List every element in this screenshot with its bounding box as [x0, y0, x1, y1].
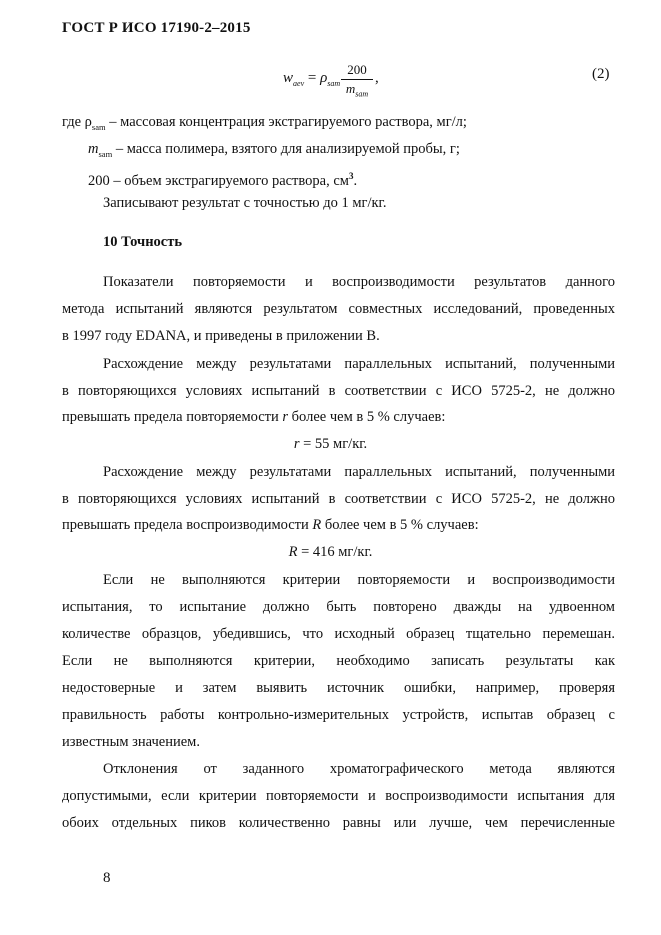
definition-rho: где $\rho_{sam}$ – массовая концентрация экстрагируемого раствора, мг/л;	[62, 114, 467, 132]
formula-2	[0, 62, 661, 102]
fraction-denominator: $m_{sam}$	[345, 81, 369, 99]
para3-line-1: Расхождение между результатами параллельных испытаний, полученными	[103, 464, 615, 480]
equation-r: r = 55 мг/кг.	[293, 436, 368, 452]
formula-number: (2)	[592, 66, 610, 82]
para1-line-1: Показатели повторяемости и воспроизводимости результатов данного	[103, 274, 615, 290]
record-line: Записывают результат с точностью до 1 мг/кг.	[103, 195, 387, 211]
para4-line-3: количестве образцов, убедившись, что исходный образец тщательно перемешан.	[62, 626, 615, 642]
para2-line-1: Расхождение между результатами параллельных испытаний, полученными	[103, 356, 615, 372]
para1-line-3: в 1997 году EDANA, и приведены в приложении В.	[62, 328, 380, 344]
fraction-bar	[341, 79, 373, 80]
para5-line-2: допустимыми, если критерии повторяемости и воспроизводимости испытания для	[62, 788, 615, 804]
definition-volume: 200 – объем экстрагируемого раствора, $см^3$.	[88, 171, 358, 189]
definition-mass: $m_{sam}$ – масса полимера, взятого для анализируемой пробы, г;	[88, 141, 460, 159]
para2-line-3: превышать предела повторяемости r более чем в 5 % случаев:	[62, 409, 446, 425]
para4-line-2: испытания, то испытание должно быть повторено дважды на удвоенном	[62, 599, 615, 615]
formula-comma: ,	[375, 70, 379, 86]
fraction-numerator: 200	[347, 62, 367, 77]
para3-line-2: в повторяющихся условиях испытаний в соответствии с ИСО 5725-2, не должно	[62, 491, 615, 507]
para4-line-5: недостоверные и затем выявить источник ошибки, например, проверяя	[62, 680, 615, 696]
para3-line-3: превышать предела воспроизводимости R более чем в 5 % случаев:	[62, 517, 479, 533]
document-header: ГОСТ Р ИСО 17190-2–2015	[62, 20, 251, 36]
para4-line-6: правильность работы контрольно-измерительных устройств, испытав образец с	[62, 707, 615, 723]
para5-line-1: Отклонения от заданного хроматографического метода являются	[103, 761, 615, 777]
para2-line-2: в повторяющихся условиях испытаний в соответствии с ИСО 5725-2, не должно	[62, 383, 615, 399]
page-number: 8	[103, 870, 111, 886]
formula-lhs: $w_{aev} = \rho_{sam}$	[283, 70, 341, 88]
para1-line-2: метода испытаний являются результатом совместных исследований, проведенных	[62, 301, 615, 317]
para4-line-4: Если не выполняются критерии, необходимо записать результаты как	[62, 653, 615, 669]
para4-line-7: известным значением.	[62, 734, 200, 750]
formula-fraction	[341, 62, 373, 103]
para4-line-1: Если не выполняются критерии повторяемости и воспроизводимости	[103, 572, 615, 588]
section-title: 10 Точность	[103, 234, 183, 250]
equation-R: R = 416 мг/кг.	[288, 544, 373, 560]
para5-line-3: обоих отдельных пиков количественно равны или лучше, чем перечисленные	[62, 815, 615, 831]
